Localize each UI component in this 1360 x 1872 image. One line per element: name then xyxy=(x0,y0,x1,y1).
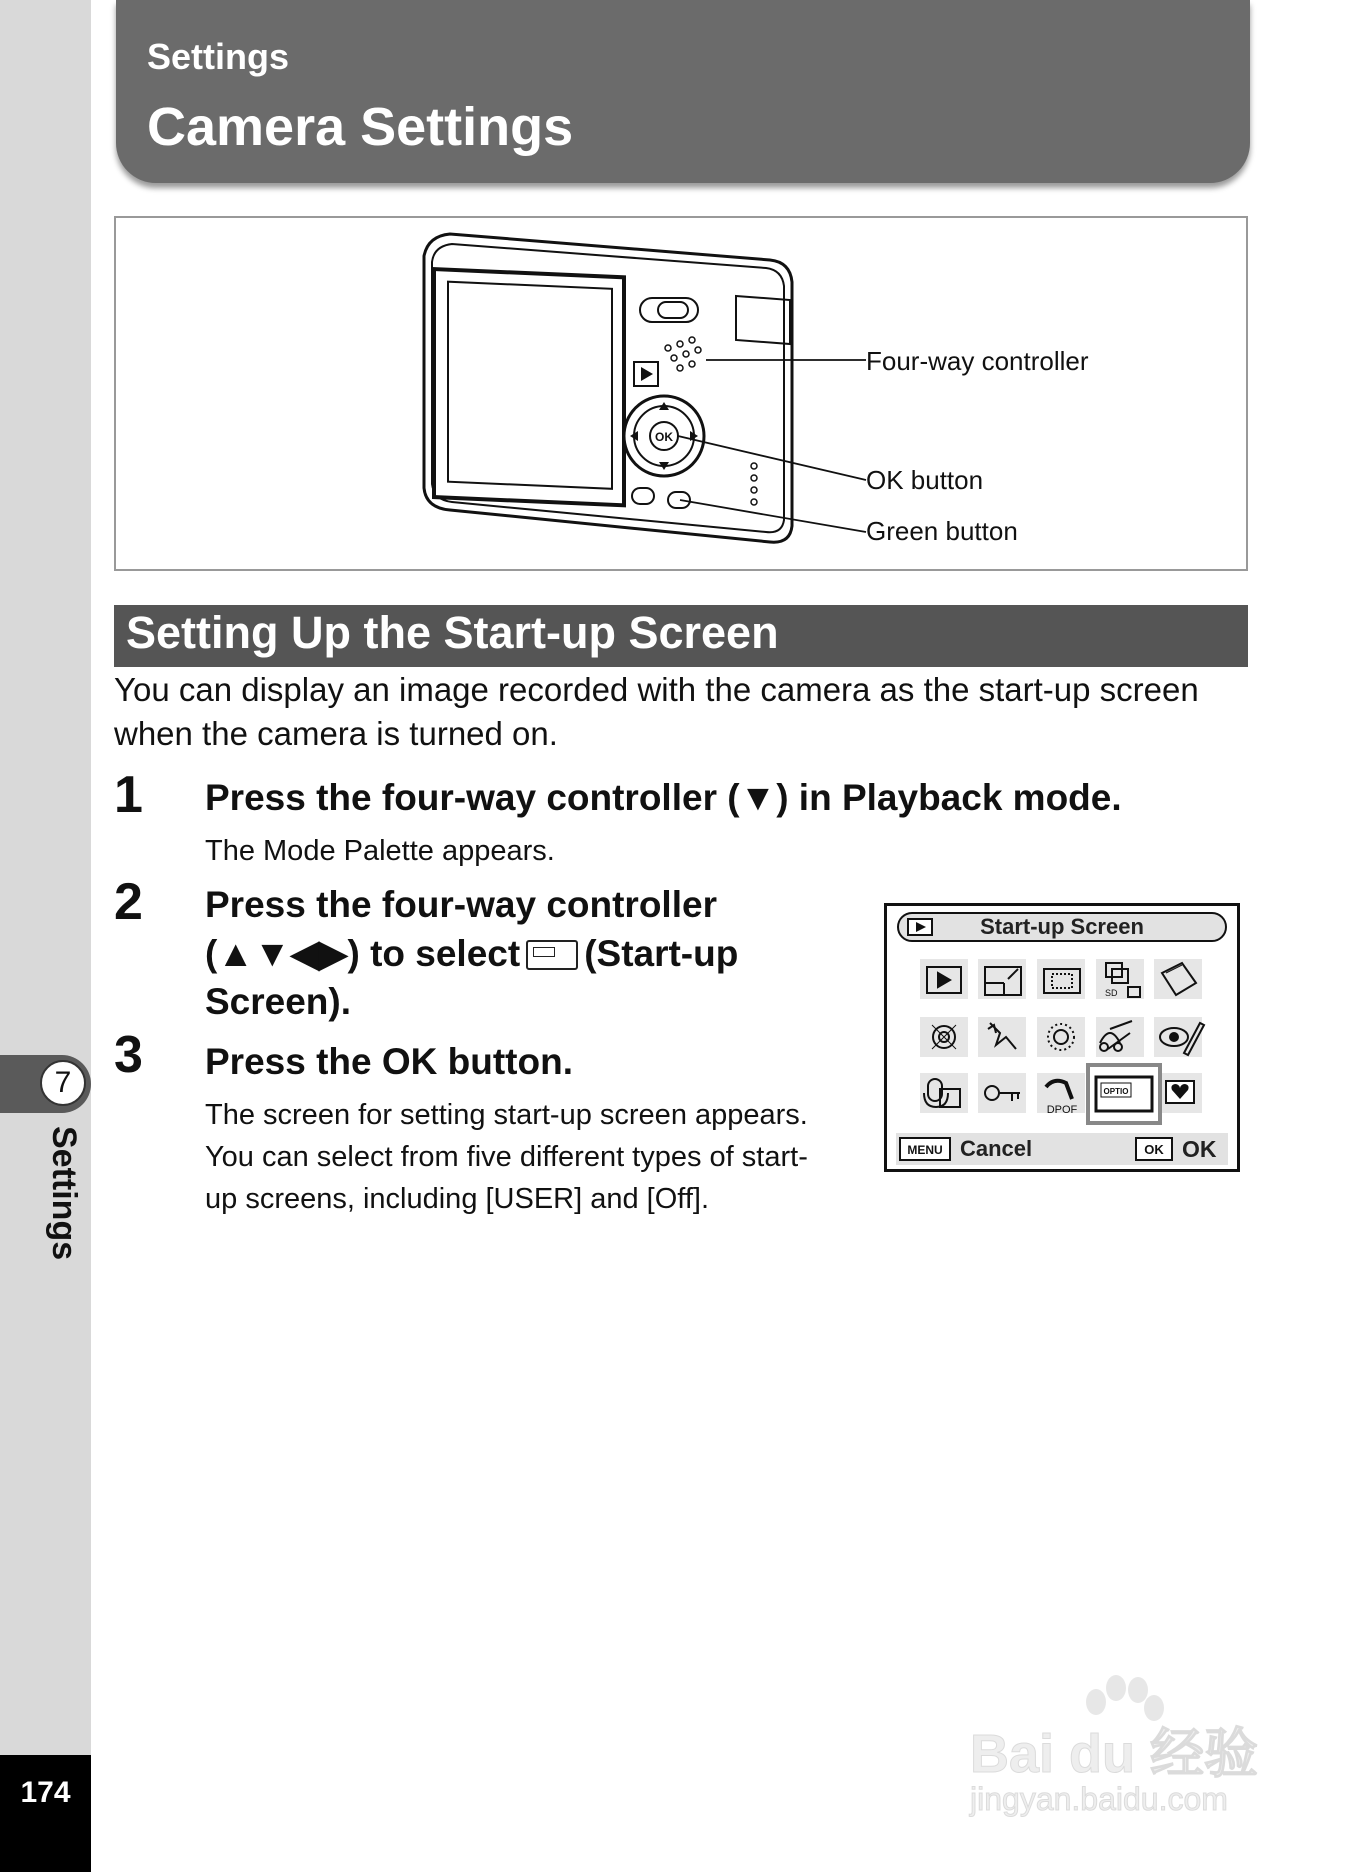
intro-paragraph: You can display an image recorded with the camera as the start-up screen when the camera is turned on. xyxy=(114,671,1199,752)
step-3-body-line-2: You can select from five different types of start- xyxy=(205,1141,808,1173)
lcd-mode-palette-screen xyxy=(884,903,1240,1173)
dpof-label: DPOF xyxy=(1046,1104,1078,1116)
step-3-heading: Press the OK button. xyxy=(205,1041,573,1082)
step-2-number: 2 xyxy=(114,873,143,931)
callout-ok-button: OK button xyxy=(866,465,984,495)
page-number-box xyxy=(0,1755,91,1872)
camera-back-illustration xyxy=(410,226,870,556)
favorite-icon xyxy=(1166,1081,1194,1103)
step-2-heading-line-2a: (▲▼◀▶) to select xyxy=(205,933,521,974)
step-3-body-line-3: up screens, including [USER] and [Off]. xyxy=(205,1183,710,1215)
step-1-heading: Press the four-way controller (▼) in Playback mode. xyxy=(205,777,1122,818)
chapter-label: Settings xyxy=(45,1126,83,1261)
step-2-heading-line-3: Screen). xyxy=(205,981,352,1022)
menu-key-label: MENU xyxy=(907,1143,943,1157)
optio-label: OPTIO xyxy=(1103,1087,1129,1096)
step-2-heading-line-1: Press the four-way controller xyxy=(205,884,717,925)
section-title: Setting Up the Start-up Screen xyxy=(126,607,779,658)
side-strip xyxy=(0,0,91,1872)
step-1-number: 1 xyxy=(114,766,143,824)
callout-green-button: Green button xyxy=(866,516,1018,546)
step-2-heading-line-2 xyxy=(205,930,738,978)
page-number: 174 xyxy=(20,1776,71,1809)
step-2-heading-line-2b: (Start-up xyxy=(584,933,739,974)
cancel-label: Cancel xyxy=(960,1136,1033,1161)
step-3-number: 3 xyxy=(114,1026,143,1084)
step-1-body: The Mode Palette appears. xyxy=(205,835,555,867)
callout-four-way-controller: Four-way controller xyxy=(866,346,1089,376)
sd-label: SD xyxy=(1105,988,1118,998)
watermark-url: jingyan.baidu.com xyxy=(970,1781,1228,1817)
chapter-number: 7 xyxy=(40,1060,86,1106)
header-kicker: Settings xyxy=(147,36,290,77)
ok-key-label: OK xyxy=(1144,1142,1164,1157)
step-3-body-line-1: The screen for setting start-up screen appears. xyxy=(205,1099,808,1131)
ok-label: OK xyxy=(1182,1136,1217,1162)
lcd-title: Start-up Screen xyxy=(980,914,1144,939)
watermark xyxy=(964,1670,1294,1820)
startup-screen-icon xyxy=(526,940,578,970)
page-title: Camera Settings xyxy=(147,97,574,157)
watermark-brand: Bai du 经验 xyxy=(970,1724,1259,1784)
camera-ok-label: OK xyxy=(655,430,673,444)
